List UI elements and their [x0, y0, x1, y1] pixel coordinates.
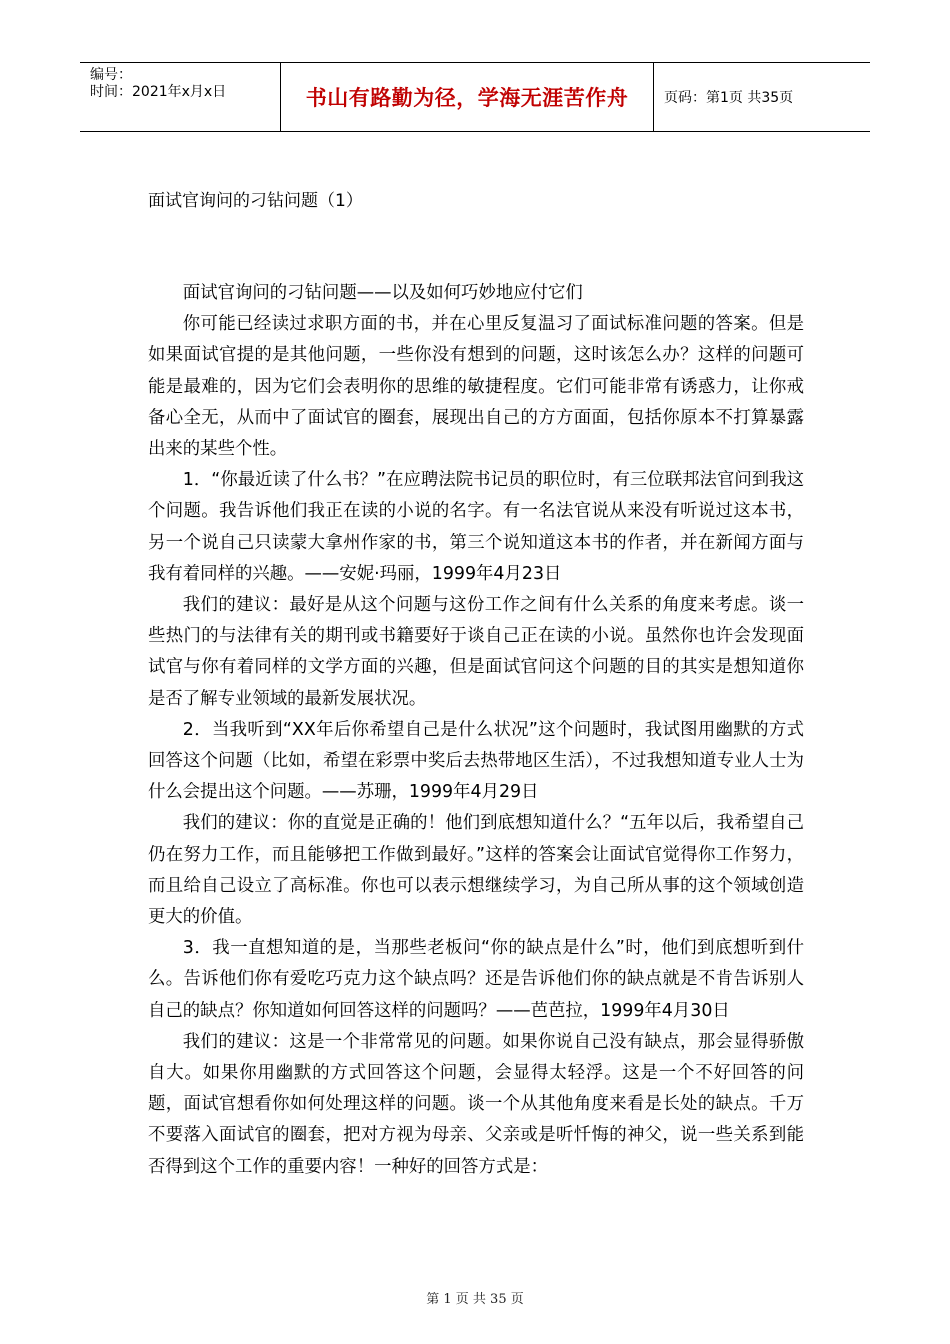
number-label: 编号： [90, 67, 132, 83]
header-meta [80, 63, 280, 131]
header-motto: 书山有路勤为径，学海无涯苦作舟 [280, 63, 654, 131]
paragraph-subtitle: 面试官询问的刁钻问题——以及如何巧妙地应付它们 [182, 283, 583, 303]
paragraph: 3．我一直想知道的是，当那些老板问“你的缺点是什么”时，他们到底想听到什么。告诉他们你有爱吃巧克力这个缺点吗？还是告诉他们你的缺点就是不肯告诉别人自己的缺点？你知道如何回答这样的问题吗？——芭芭拉，1999年4月30日 [148, 938, 804, 1021]
header-page-info: 页码：第1页 共35页 [664, 90, 794, 106]
paragraph: 你可能已经读过求职方面的书，并在心里反复温习了面试标准问题的答案。但是如果面试官提的是其他问题，一些你没有想到的问题，这时该怎么办？这样的问题可能是最难的，因为它们会表明你的思维的敏捷程度。它们可能非常有诱惑力，让你戒备心全无，从而中了面试官的圈套，展现出自己的方方面面，包括你原本不打算暴露出来的某些个性。 [148, 314, 804, 460]
page-footer: 第 1 页 共 35 页 [426, 1292, 524, 1307]
page-header [80, 62, 870, 132]
date-label: 时间：2021年x月x日 [90, 84, 227, 100]
paragraph: 我们的建议：你的直觉是正确的！他们到底想知道什么？“五年以后，我希望自己仍在努力工作，而且能够把工作做到最好。”这样的答案会让面试官觉得你工作努力，而且给自己设立了高标准。你也可以表示想继续学习，为自己所从事的这个领域创造更大的价值。 [148, 813, 804, 928]
document-body [148, 278, 804, 1183]
paragraph: 我们的建议：最好是从这个问题与这份工作之间有什么关系的角度来考虑。谈一些热门的与法律有关的期刊或书籍要好于谈自己正在读的小说。虽然你也许会发现面试官与你有着同样的文学方面的兴趣，但是面试官问这个问题的目的其实是想知道你是否了解专业领域的最新发展状况。 [148, 595, 804, 709]
paragraph: 2．当我听到“XX年后你希望自己是什么状况”这个问题时，我试图用幽默的方式回答这个问题（比如，希望在彩票中奖后去热带地区生活），不过我想知道专业人士为什么会提出这个问题。——苏珊，1999年4月29日 [148, 719, 804, 803]
document-title: 面试官询问的刁钻问题（1） [148, 191, 363, 211]
paragraph: 1．“你最近读了什么书？”在应聘法院书记员的职位时，有三位联邦法官问到我这个问题。我告诉他们我正在读的小说的名字。有一名法官说从来没有听说过这本书，另一个说自己只读蒙大拿州作家的书，第三个说知道这本书的作者，并在新闻方面与我有着同样的兴趣。——安妮·玛丽，1999年4月23日 [148, 470, 804, 584]
paragraph: 我们的建议：这是一个非常常见的问题。如果你说自己没有缺点，那会显得骄傲自大。如果你用幽默的方式回答这个问题，会显得太轻浮。这是一个不好回答的问题，面试官想看你如何处理这样的问题。谈一个从其他角度来看是长处的缺点。千万不要落入面试官的圈套，把对方视为母亲、父亲或是听忏悔的神父，说一些关系到能否得到这个工作的重要内容！一种好的回答方式是： [148, 1031, 804, 1177]
